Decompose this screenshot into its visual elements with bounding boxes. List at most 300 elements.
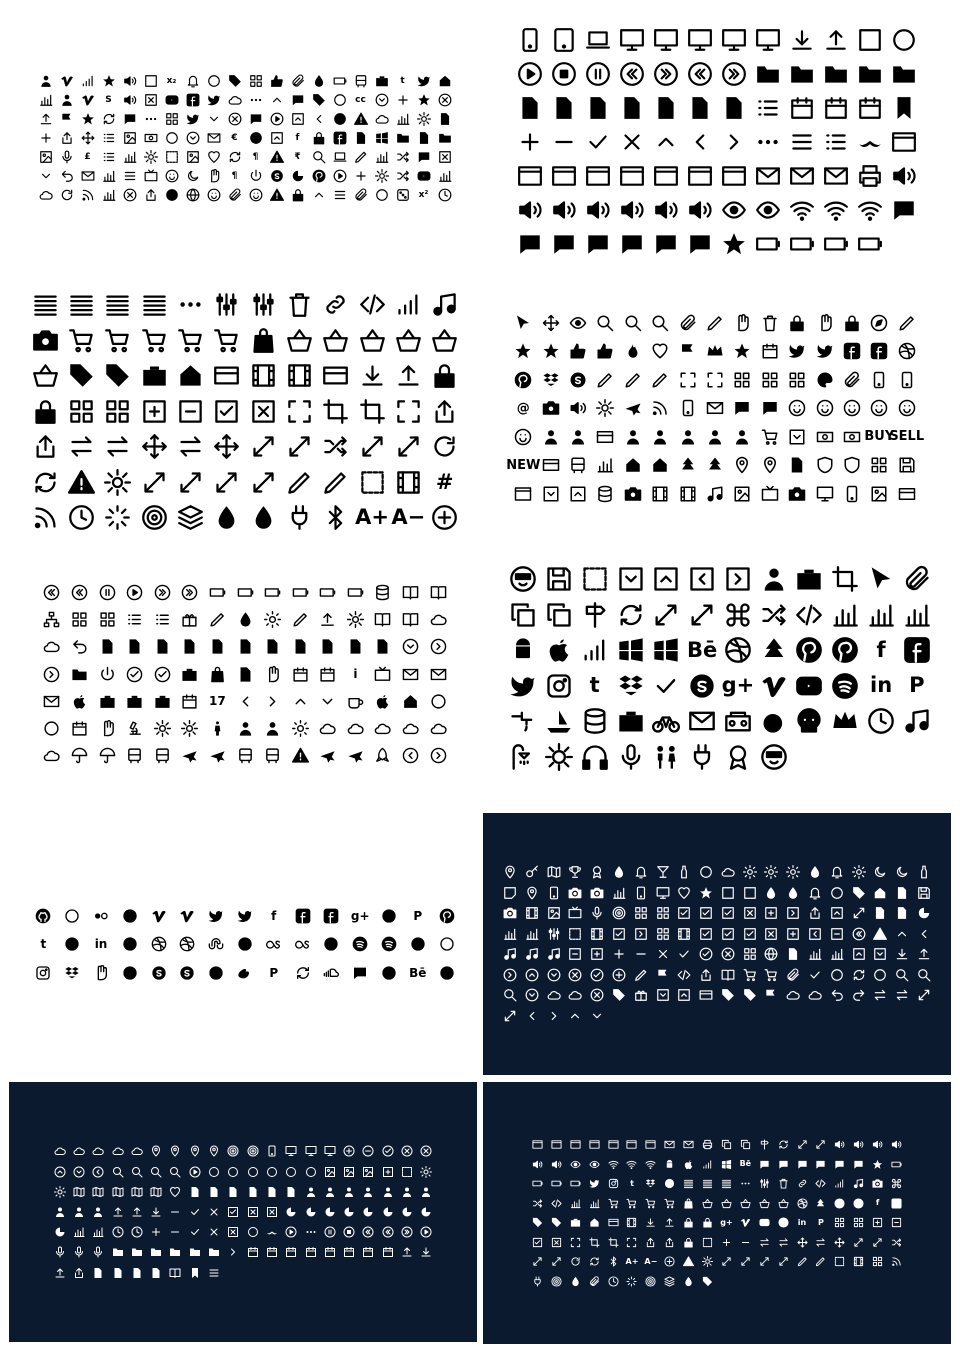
bell-icon xyxy=(186,74,200,88)
align-icon xyxy=(702,1178,713,1189)
search-icon xyxy=(596,314,614,332)
pencil-icon xyxy=(596,371,614,389)
water-icon xyxy=(509,707,537,735)
panel-5-grid xyxy=(38,579,452,769)
face-icon xyxy=(760,743,788,771)
crop-icon xyxy=(322,398,349,425)
bars-icon xyxy=(808,947,822,961)
stop-icon xyxy=(343,1226,355,1238)
wifi-icon xyxy=(823,197,849,223)
gear-icon xyxy=(702,1256,713,1267)
pause-icon xyxy=(99,584,116,601)
dot-icon xyxy=(122,936,138,952)
search-icon xyxy=(917,968,931,982)
fb-icon xyxy=(333,131,347,145)
calendar-icon xyxy=(71,720,88,737)
up-icon xyxy=(653,129,679,155)
crop-icon xyxy=(589,1237,600,1248)
phone-icon xyxy=(547,886,561,900)
file-icon xyxy=(895,906,909,920)
spotify-icon xyxy=(352,936,368,952)
home-icon xyxy=(589,1217,600,1228)
book-icon xyxy=(402,584,419,601)
share-icon xyxy=(431,398,458,425)
fullscreen-icon xyxy=(286,398,313,425)
signal-icon xyxy=(702,1159,713,1170)
calendar-icon xyxy=(305,1246,317,1258)
file-icon xyxy=(517,95,543,121)
clock-icon xyxy=(68,504,95,531)
shuffle-icon xyxy=(396,169,410,183)
rss-icon xyxy=(651,399,669,417)
panel-2 xyxy=(512,22,922,262)
search-icon xyxy=(112,1166,124,1178)
text-glyph-icon: A+ xyxy=(625,1256,639,1266)
db-icon xyxy=(581,707,609,735)
cocktail-icon xyxy=(656,865,670,879)
hand-icon xyxy=(733,314,751,332)
text-glyph-icon: ¶ xyxy=(231,170,238,181)
hand-icon xyxy=(264,666,281,683)
card-icon xyxy=(608,1217,619,1228)
upload-icon xyxy=(664,1217,675,1228)
swap-icon xyxy=(68,433,95,460)
expand-icon xyxy=(740,1256,751,1267)
palette-icon xyxy=(816,371,834,389)
tag-icon xyxy=(612,988,626,1002)
command-icon xyxy=(891,1178,902,1189)
user-icon xyxy=(343,1186,355,1198)
basket-icon xyxy=(759,1198,770,1209)
skype-icon xyxy=(688,672,716,700)
pencil-icon xyxy=(624,371,642,389)
heart-icon xyxy=(677,886,691,900)
share-icon xyxy=(645,1237,656,1248)
tag-icon xyxy=(68,362,95,389)
bars-icon xyxy=(102,188,116,202)
pie-icon xyxy=(54,1226,66,1238)
window-icon xyxy=(626,1139,637,1150)
upload-icon xyxy=(131,1206,143,1218)
bluetooth-icon xyxy=(322,504,349,531)
youtube-icon xyxy=(165,93,179,107)
upload-icon xyxy=(917,947,931,961)
vimeo-icon xyxy=(760,672,788,700)
file-icon xyxy=(721,95,747,121)
cloud-icon xyxy=(808,988,822,1002)
drop-icon xyxy=(808,865,822,879)
grid-icon xyxy=(104,398,131,425)
file-icon xyxy=(131,1267,143,1279)
chat-icon xyxy=(653,231,679,257)
target-icon xyxy=(645,1276,656,1287)
circle-icon xyxy=(64,908,80,924)
text-glyph-icon: ¶ xyxy=(252,151,259,162)
clip-icon xyxy=(679,314,697,332)
user-icon xyxy=(733,428,751,446)
image-icon xyxy=(186,150,200,164)
upload-icon xyxy=(319,611,336,628)
vimeo-icon xyxy=(81,93,95,107)
text-glyph-icon: P xyxy=(909,673,925,698)
download-icon xyxy=(420,1246,432,1258)
folder-icon xyxy=(208,1246,220,1258)
circle-check-icon xyxy=(382,1145,394,1157)
calendar-icon xyxy=(823,95,849,121)
battery-icon xyxy=(347,584,364,601)
vimeo-icon xyxy=(151,908,167,924)
sliders-icon xyxy=(213,291,240,318)
camera-icon xyxy=(32,327,59,354)
mail-icon xyxy=(688,707,716,735)
user-icon xyxy=(760,565,788,593)
briefcase-icon xyxy=(154,693,171,710)
dot-icon xyxy=(410,936,426,952)
cloud-icon xyxy=(547,988,561,1002)
search-icon xyxy=(895,968,909,982)
eye-icon xyxy=(569,314,587,332)
circle-icon xyxy=(43,720,60,737)
smile-icon xyxy=(816,399,834,417)
map-icon xyxy=(150,1186,162,1198)
down-icon xyxy=(590,1009,604,1023)
drop-icon xyxy=(312,74,326,88)
image-icon xyxy=(870,485,888,503)
file-icon xyxy=(112,1267,124,1279)
file-icon xyxy=(227,1186,239,1198)
panel-10 xyxy=(483,1082,951,1344)
home-icon xyxy=(438,74,452,88)
plane-icon xyxy=(347,747,364,764)
thumb-icon xyxy=(569,342,587,360)
copy-icon xyxy=(740,1139,751,1150)
bell-icon xyxy=(808,886,822,900)
battery-icon xyxy=(264,584,281,601)
map-icon xyxy=(73,1186,85,1198)
grid-icon xyxy=(249,74,263,88)
file-icon xyxy=(264,638,281,655)
dribbble-icon xyxy=(179,936,195,952)
circle-plus-icon xyxy=(343,1145,355,1157)
user-icon xyxy=(569,428,587,446)
left-icon xyxy=(917,927,931,941)
dots-icon xyxy=(740,1178,751,1189)
text-glyph-icon: Bē xyxy=(739,1159,752,1169)
dots-icon xyxy=(305,1226,317,1238)
share-icon xyxy=(73,1267,85,1279)
umbrella-icon xyxy=(71,747,88,764)
star-icon xyxy=(733,342,751,360)
speaker-icon xyxy=(872,1139,883,1150)
forward-icon xyxy=(401,1226,413,1238)
printer-icon xyxy=(857,163,883,189)
box-plus-icon xyxy=(141,398,168,425)
file-icon xyxy=(99,638,116,655)
film-icon xyxy=(626,1217,637,1228)
circle-icon xyxy=(873,968,887,982)
grid-icon xyxy=(165,112,179,126)
apple-icon xyxy=(71,693,88,710)
arrows-icon xyxy=(542,314,560,332)
folder-icon xyxy=(396,131,410,145)
wifi-icon xyxy=(857,197,883,223)
text-glyph-icon: t xyxy=(40,937,47,951)
box-x-icon xyxy=(250,398,277,425)
folder-icon xyxy=(112,1246,124,1258)
target-icon xyxy=(141,504,168,531)
box-right-icon xyxy=(634,927,648,941)
play-icon xyxy=(126,584,143,601)
search-icon xyxy=(503,988,517,1002)
circle-icon xyxy=(830,968,844,982)
window-icon xyxy=(891,129,917,155)
box-up-icon xyxy=(830,906,844,920)
music-icon xyxy=(431,291,458,318)
box-down-icon xyxy=(873,947,887,961)
circle-icon xyxy=(165,131,179,145)
bluetooth-icon xyxy=(608,1256,619,1267)
spotify-icon xyxy=(831,672,859,700)
circle-down-icon xyxy=(402,638,419,655)
file-icon xyxy=(154,638,171,655)
file-icon xyxy=(181,638,198,655)
share-icon xyxy=(60,131,74,145)
basket-icon xyxy=(721,1198,732,1209)
search-icon xyxy=(651,314,669,332)
phone-icon xyxy=(634,886,648,900)
chat-icon xyxy=(619,231,645,257)
card-icon xyxy=(542,456,560,474)
panel-10-grid xyxy=(528,1135,906,1291)
plus-icon xyxy=(150,1226,162,1238)
bomb-icon xyxy=(760,707,788,735)
card-icon xyxy=(213,362,240,389)
cloud-icon xyxy=(347,720,364,737)
drop-icon xyxy=(237,611,254,628)
up-icon xyxy=(270,93,284,107)
wifi-icon xyxy=(626,1159,637,1170)
panel-9 xyxy=(9,1082,477,1342)
pencil-icon xyxy=(354,150,368,164)
window-icon xyxy=(589,1139,600,1150)
pencil-icon xyxy=(292,611,309,628)
speaker-icon xyxy=(551,197,577,223)
mail-icon xyxy=(207,131,221,145)
pinterest-icon xyxy=(834,1198,845,1209)
user-icon xyxy=(706,428,724,446)
text-glyph-icon: in xyxy=(870,673,893,698)
card-icon xyxy=(699,988,713,1002)
list-icon xyxy=(154,611,171,628)
check-icon xyxy=(189,1226,201,1238)
youtube-icon xyxy=(759,1217,770,1228)
calendar-icon xyxy=(382,1246,394,1258)
plus-icon xyxy=(612,947,626,961)
card-icon xyxy=(322,362,349,389)
spotify-icon xyxy=(778,1217,789,1228)
film-icon xyxy=(590,927,604,941)
map-icon xyxy=(112,1186,124,1198)
sync-icon xyxy=(102,112,116,126)
mustache-icon xyxy=(857,129,883,155)
box-left-icon xyxy=(688,565,716,593)
android-icon xyxy=(509,636,537,664)
bars-icon xyxy=(438,169,452,183)
file-icon xyxy=(208,1186,220,1198)
speaker-icon xyxy=(853,1139,864,1150)
grid-icon xyxy=(634,906,648,920)
bars-icon xyxy=(830,947,844,961)
grid-icon xyxy=(870,456,888,474)
circle-icon xyxy=(439,936,455,952)
file-icon xyxy=(285,1186,297,1198)
plane-icon xyxy=(624,399,642,417)
circle-up-icon xyxy=(525,968,539,982)
circle-minus-icon xyxy=(362,1145,374,1157)
pie-icon xyxy=(343,1206,355,1218)
search-icon xyxy=(131,1166,143,1178)
text-glyph-icon: in xyxy=(94,937,108,951)
film-icon xyxy=(679,485,697,503)
sun-icon xyxy=(264,611,281,628)
map-icon xyxy=(547,865,561,879)
refresh-icon xyxy=(60,188,74,202)
basket-icon xyxy=(322,327,349,354)
speaker-icon xyxy=(891,1139,902,1150)
apple-icon xyxy=(374,693,391,710)
eye-icon xyxy=(589,1159,600,1170)
file-icon xyxy=(788,456,806,474)
mail-icon xyxy=(755,163,781,189)
expand-icon xyxy=(141,469,168,496)
dropbox-icon xyxy=(617,672,645,700)
eye-icon xyxy=(755,197,781,223)
battery-icon xyxy=(319,584,336,601)
monitor-icon xyxy=(619,27,645,53)
expand-icon xyxy=(797,1139,808,1150)
play-icon xyxy=(420,1226,432,1238)
box-minus-icon xyxy=(177,398,204,425)
tree-icon xyxy=(760,636,788,664)
text-glyph-icon: x² xyxy=(418,189,429,200)
bus-icon xyxy=(569,456,587,474)
window-icon xyxy=(619,163,645,189)
shuffle-icon xyxy=(891,1237,902,1248)
calendar-icon xyxy=(319,666,336,683)
tv-icon xyxy=(761,485,779,503)
box-up-icon xyxy=(569,485,587,503)
signal-icon xyxy=(395,291,422,318)
clock-icon xyxy=(438,188,452,202)
chat-icon xyxy=(834,1159,845,1170)
smile-icon xyxy=(898,399,916,417)
window-icon xyxy=(608,1139,619,1150)
boat-icon xyxy=(545,707,573,735)
music-icon xyxy=(547,947,561,961)
calendar-icon xyxy=(362,1246,374,1258)
award-icon xyxy=(724,743,752,771)
film-icon xyxy=(651,485,669,503)
circle-plus-icon xyxy=(612,968,626,982)
bottle-icon xyxy=(917,865,931,879)
sliders-icon xyxy=(250,291,277,318)
align-icon xyxy=(32,291,59,318)
search-icon xyxy=(624,314,642,332)
dot-icon xyxy=(208,965,224,981)
cloud-icon xyxy=(374,720,391,737)
pencil-icon xyxy=(286,469,313,496)
panel-9-grid xyxy=(50,1141,436,1282)
text-glyph-icon: SELL xyxy=(889,429,925,444)
upload-icon xyxy=(112,1206,124,1218)
speaker-icon xyxy=(517,197,543,223)
basket-icon xyxy=(778,1198,789,1209)
basket-icon xyxy=(740,1198,751,1209)
phone-icon xyxy=(679,399,697,417)
skull-icon xyxy=(795,707,823,735)
file-icon xyxy=(374,638,391,655)
lock-icon xyxy=(32,398,59,425)
file-icon xyxy=(237,666,254,683)
text-glyph-icon: f xyxy=(271,908,277,923)
warning-icon xyxy=(68,469,95,496)
download-icon xyxy=(645,1217,656,1228)
card-icon xyxy=(596,428,614,446)
swap-icon xyxy=(778,1237,789,1248)
file-icon xyxy=(347,638,364,655)
play-icon xyxy=(189,1166,201,1178)
book-icon xyxy=(169,1267,181,1279)
sync-icon xyxy=(617,601,645,629)
windows-icon xyxy=(721,1159,732,1170)
box-down-icon xyxy=(617,565,645,593)
up-icon xyxy=(292,693,309,710)
bars-icon xyxy=(589,1198,600,1209)
calendar-icon xyxy=(285,1246,297,1258)
user-icon xyxy=(651,428,669,446)
warning-icon xyxy=(354,112,368,126)
windows-icon xyxy=(652,636,680,664)
bus-icon xyxy=(237,747,254,764)
pin-icon xyxy=(208,1145,220,1157)
skype-icon xyxy=(664,1178,675,1189)
file-icon xyxy=(189,1186,201,1198)
pencil-icon xyxy=(706,314,724,332)
check-icon xyxy=(585,129,611,155)
text-glyph-icon: x₂ xyxy=(166,75,177,86)
cloud-icon xyxy=(228,93,242,107)
text-glyph-icon: P xyxy=(817,1217,824,1227)
thumb-icon xyxy=(270,74,284,88)
circle-icon xyxy=(830,886,844,900)
tv-icon xyxy=(568,906,582,920)
circle-icon xyxy=(375,188,389,202)
calendar-icon xyxy=(266,1246,278,1258)
monitor-icon xyxy=(721,27,747,53)
home-icon xyxy=(873,886,887,900)
grid-icon xyxy=(99,611,116,628)
window-icon xyxy=(551,1139,562,1150)
chat-icon xyxy=(291,93,305,107)
file-icon xyxy=(619,95,645,121)
mic-icon xyxy=(617,743,645,771)
money-icon xyxy=(144,131,158,145)
expand-icon xyxy=(395,433,422,460)
basket-icon xyxy=(286,327,313,354)
dots-icon xyxy=(249,93,263,107)
trash-icon xyxy=(761,314,779,332)
chat-icon xyxy=(585,231,611,257)
